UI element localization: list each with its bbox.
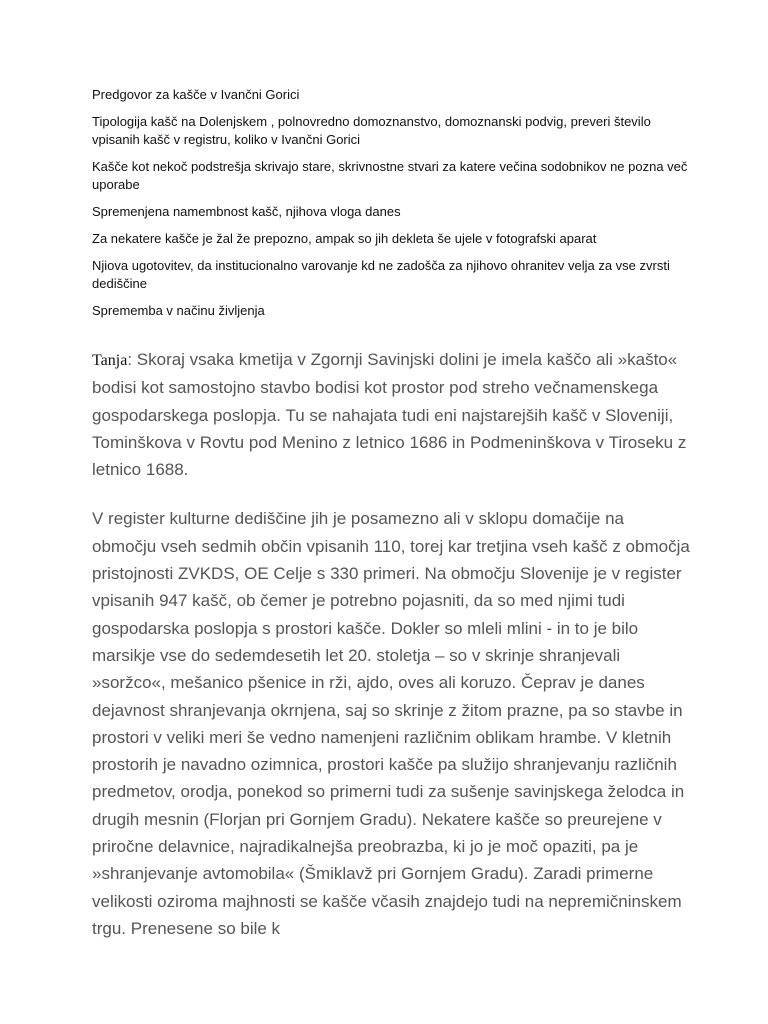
- topic-line: Za nekatere kašče je žal že prepozno, ampak so jih dekleta še ujele v fotografski aparat: [92, 231, 597, 246]
- speaker-colon: :: [127, 350, 133, 369]
- topic-line: Tipologija kašč na Dolenjskem , polnovredno domoznanstvo, domoznanski podvig, preveri število vpisanih kašč v registru, koliko v Ivančni Gorici: [92, 114, 651, 147]
- topic-line: Spremenjena namembnost kašč, njihova vloga danes: [92, 204, 401, 219]
- paragraph-intro: [92, 346, 692, 483]
- document-page: [92, 86, 692, 964]
- topic-list: [92, 86, 692, 320]
- topic-line: Njiova ugotovitev, da institucionalno varovanje kd ne zadošča za njihovo ohranitev velja za vse zvrsti dediščine: [92, 258, 670, 291]
- paragraph-intro-text: Skoraj vsaka kmetija v Zgornji Savinjski dolini je imela kaščo ali »kašto« bodisi kot samostojno stavbo bodisi kot prostor pod streho večnamenskega gospodarskega poslopja. Tu se nahajata tudi eni najstarejših kašč v Sloveniji, Tominškova v Rovtu pod Menino z letnico 1686 in Podmeninškova v Tiroseku z letnico 1688.: [92, 350, 687, 480]
- topic-line: Kašče kot nekoč podstrešja skrivajo stare, skrivnostne stvari za katere večina sodobnikov ne pozna več uporabe: [92, 159, 688, 192]
- paragraph-register: V register kulturne dediščine jih je posamezno ali v sklopu domačije na območju vseh sedmih občin vpisanih 110, torej kar tretjina vseh kašč z območja pristojnosti ZVKDS, OE Celje s 330 primeri. Na območju Slovenije je v register vpisanih 947 kašč, ob čemer je potrebno pojasniti, da so med njimi tudi gospodarska poslopja s prostori kašče. Dokler so mleli mlini - in to je bilo marsikje vse do sedemdesetih let 20. stoletja – so v skrinje shranjevali »soržco«, mešanico pšenice in rži, ajdo, oves ali koruzo. Čeprav je danes dejavnost shranjevanja okrnjena, saj so skrinje z žitom prazne, pa so stavbe in prostori v veliki meri še vedno namenjeni različnim oblikam hrambe. V kletnih prostorih je navadno ozimnica, prostori kašče pa služijo shranjevanju različnih predmetov, orodja, ponekod so primerni tudi za sušenje savinjskega želodca in drugih mesnin (Florjan pri Gornjem Gradu). Nekatere kašče so preurejene v priročne delavnice, najradikalnejša preobrazba, ki jo je moč opaziti, pa je »shranjevanje avtomobila« (Šmiklavž pri Gornjem Gradu). Zaradi primerne velikosti oziroma majhnosti se kašče včasih znajdejo tudi na nepremičninskem trgu. Prenesene so bile k: [92, 509, 690, 938]
- topic-line: Sprememba v načinu življenja: [92, 303, 265, 318]
- speaker-label: Tanja: [92, 352, 128, 369]
- topic-line: Predgovor za kašče v Ivančni Gorici: [92, 87, 300, 102]
- body-text: [92, 346, 692, 942]
